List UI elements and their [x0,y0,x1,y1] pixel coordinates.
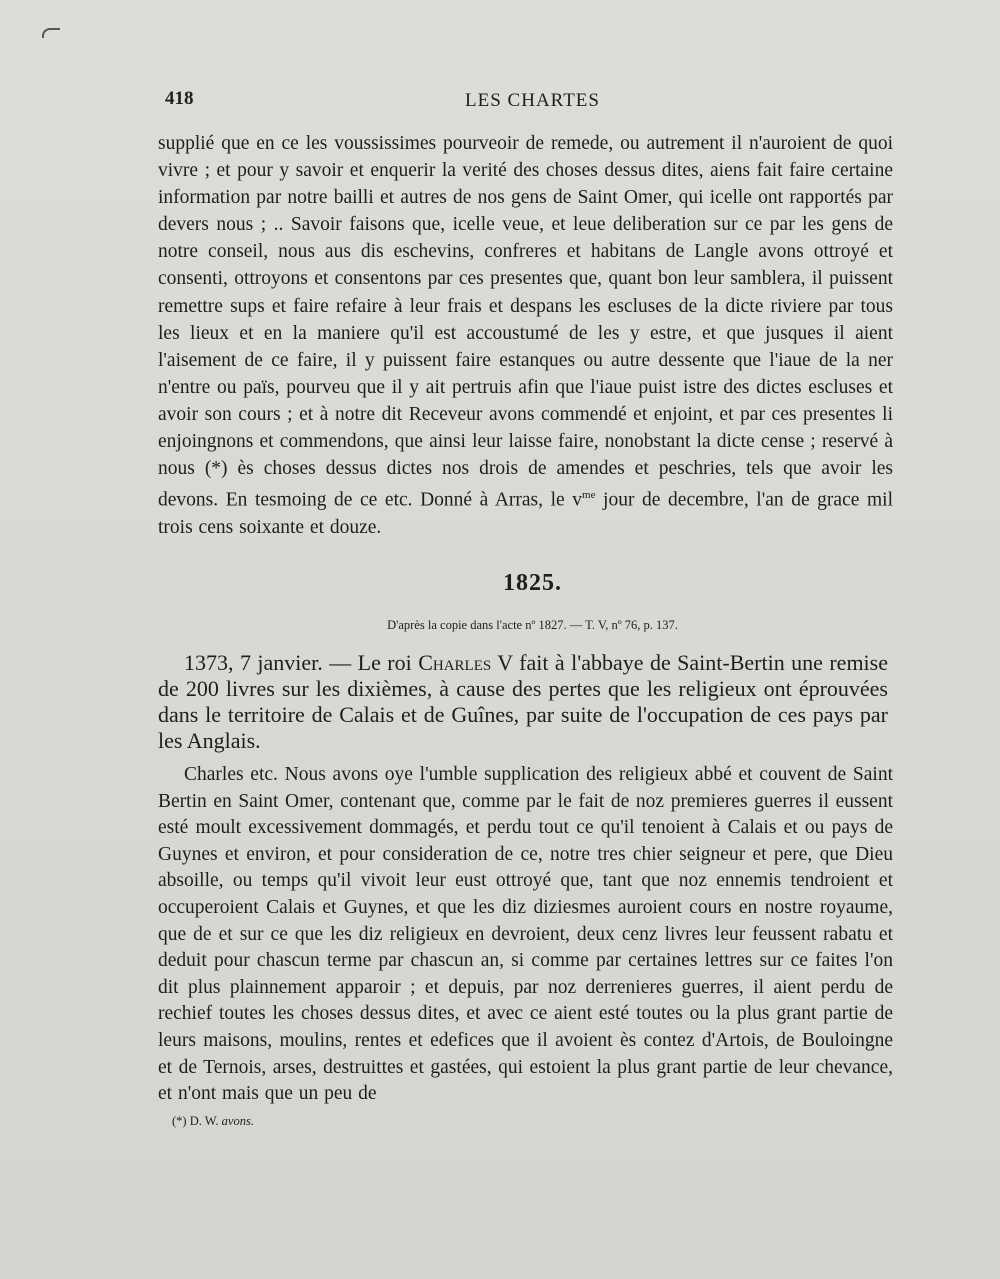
running-head: LES CHARTES [465,90,600,111]
ordinal-superscript: me [582,489,596,502]
source-note: D'après la copie dans l'acte nº 1827. — T. V, nº 76, p. 137. [387,618,678,632]
scan-mark [42,28,60,38]
document-number: 1825. [503,570,562,596]
king-name: Charles [418,650,492,675]
summary-date: 1373, 7 janvier. [184,650,323,675]
charter-text-body: supplié que en ce les voussissimes pourveoir de remede, ou autrement il n'auroient de quoi vivre ; et pour y savoir et enquerir la verité des choses dessus dites, aiens fait faire certaine information par notre bailli et autres de nos gens de Saint Omer, qui icelle ont rapportés par devers nous ; .. Savoir faisons que, icelle veue, et leue deliberation sur ce par les gens de notre conseil, nous aus dis eschevins, confreres et habitans de Langle avons ottroyé et consenti, ottroyons et consentons par ces presentes que, quant bon leur samblera, il puissent remettre sups et faire refaire à leur frais et despans les escluses de la dicte riviere par tous les lieux et en la maniere qu'il est accoustumé de les y estre, et que jusques il aient l'aisement de ce faire, il y puissent faire estanques ou autre dessente que l'iaue de la ner n'entre ou païs, pourveu que il y ait pertruis afin que l'iaue puist istre des dictes escluses et avoir son cours ; et à notre dit Receveur avons commendé et enjoint, et par ces presentes li enjoingnons et commendons, que ainsi leur laisse faire, nonobstant la dicte cense ; reservé à nous (*) ès choses dessus dictes nos drois de amendes et peschries, tels que avoir les devons. En tesmoing de ce etc. Donné à Arras, le v [158,133,893,511]
charter-text-continued [158,130,893,541]
document-summary [158,650,888,754]
footnote [172,1114,254,1129]
page-number: 418 [165,88,194,109]
footnote-text: avons. [221,1114,254,1128]
footnote-marker: (*) D. W. [172,1114,219,1128]
charter-text-end: jour de decembre, l'an de grace mil trois cens soixante et douze. [158,489,893,538]
charter-text: Charles etc. Nous avons oye l'umble supplication des religieux abbé et couvent de Saint Bertin en Saint Omer, contenant que, comme par le fait de noz premieres guerres il eussent esté moult excessivement dommagés, et perdu tout ce qu'il tenoient à Calais et ou pays de Guynes et environ, et pour consideration de ce, notre tres chier seigneur et pere, que Dieu absoille, ou temps qu'il vivoit leur eust ottroyé que, tant que noz ennemis tendroient et occuperoient Calais et Guynes, et que les diz diziesmes auroient cours en nostre royaume, que de et sur ce que les diz religieux en devroient, deux cenz livres leur feussent rabatu et deduit pour chascun terme par chascun an, si comme par certaines lettres sur ce faites l'on dit plus plainnement apparoir ; et depuis, par noz derrenieres guerres, il aient perdu de rechief toutes les choses dessus dites, et avec ce aient esté toutes ou la plus grant partie de leurs maisons, moulins, rentes et edefices que il avoient ès contez d'Artois, de Bouloingne et de Ternois, arses, destruittes et gastées, qui estoient la plus grant partie de leur chevance, et n'ont mais que un peu de [158,764,893,1105]
page-header [165,88,900,118]
summary-text-before: — Le roi [322,650,419,675]
summary-text-after: V fait à l'abbaye de Saint-Bertin une remise de 200 livres sur les dixièmes, à cause des pertes que les religieux ont éprouvées dans le territoire de Calais et de Guînes, par suite de l'occupation de ces pays par les Anglais. [158,650,888,753]
